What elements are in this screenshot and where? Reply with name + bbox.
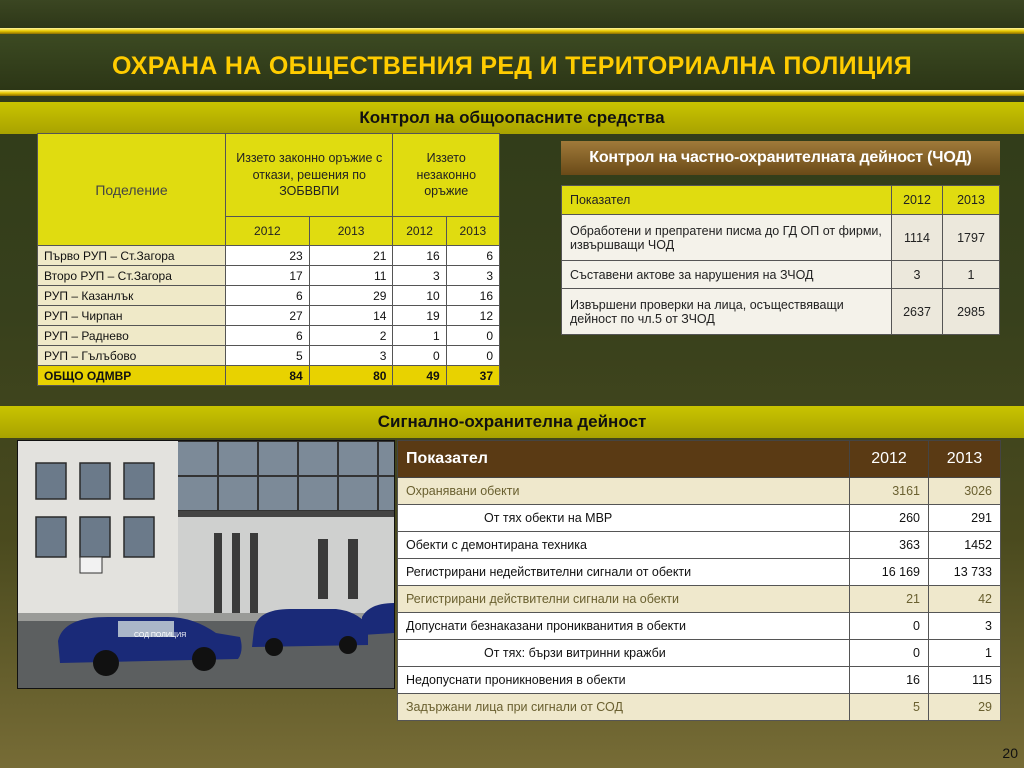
top-band (0, 0, 1024, 28)
col-division: Поделение (38, 134, 226, 246)
cell-value: 2 (309, 326, 393, 346)
row-label: Недопуснати проникновения в обекти (398, 667, 850, 694)
cell-value: 260 (850, 505, 929, 532)
cell-value: 1 (943, 261, 1000, 289)
cell-value: 3 (929, 613, 1001, 640)
row-label: Обработени и препратени писма до ГД ОП от фирми, извършващи ЧОД (562, 215, 892, 261)
col-year: 2012 (850, 441, 929, 478)
table-row (562, 215, 1000, 261)
section-header-alarm: Сигнално-охранителна дейност (0, 406, 1024, 438)
division-name: Първо РУП – Ст.Загора (38, 246, 226, 266)
cell-value: 49 (393, 366, 446, 386)
year-header: 2012 (393, 217, 446, 246)
cell-value: 21 (309, 246, 393, 266)
col-seized-illegal: Иззето незаконно оръжие (393, 134, 500, 217)
year-header: 2012 (226, 217, 310, 246)
photo-illustration (18, 441, 394, 688)
table-row (398, 478, 1001, 505)
cell-value: 2637 (892, 289, 943, 335)
row-label: Задържани лица при сигнали от СОД (398, 694, 850, 721)
cell-value: 12 (446, 306, 499, 326)
cell-value: 14 (309, 306, 393, 326)
cell-value: 10 (393, 286, 446, 306)
col-year: 2013 (929, 441, 1001, 478)
table-row (398, 532, 1001, 559)
total-row (38, 366, 500, 386)
table-row (38, 306, 500, 326)
cell-value: 3026 (929, 478, 1001, 505)
cell-value: 0 (850, 640, 929, 667)
table-row (398, 505, 1001, 532)
col-year: 2012 (892, 186, 943, 215)
cell-value: 13 733 (929, 559, 1001, 586)
cell-value: 3 (393, 266, 446, 286)
cell-value: 0 (850, 613, 929, 640)
table-row (398, 559, 1001, 586)
table-row (38, 346, 500, 366)
weapons-table (37, 133, 500, 386)
table-row (562, 289, 1000, 335)
cell-value: 1 (929, 640, 1001, 667)
gold-line-bottom (0, 90, 1024, 96)
cell-value: 5 (226, 346, 310, 366)
section-header-weapons: Контрол на общоопасните средства (0, 102, 1024, 134)
cell-value: 84 (226, 366, 310, 386)
table-row (38, 246, 500, 266)
chod-title: Контрол на частно-охранителната дейност (ЧОД) (561, 141, 1000, 175)
row-label: От тях обекти на МВР (398, 505, 850, 532)
cell-value: 6 (446, 246, 499, 266)
division-name: РУП – Раднево (38, 326, 226, 346)
cell-value: 21 (850, 586, 929, 613)
table-row (562, 261, 1000, 289)
alarm-table (397, 440, 1001, 721)
table-row (398, 586, 1001, 613)
cell-value: 1452 (929, 532, 1001, 559)
table-row (38, 266, 500, 286)
table-row (38, 286, 500, 306)
cell-value: 6 (226, 286, 310, 306)
cell-value: 1114 (892, 215, 943, 261)
cell-value: 363 (850, 532, 929, 559)
col-seized-legal: Иззето законно оръжие с откази, решения по ЗОБВВПИ (226, 134, 393, 217)
col-indicator: Показател (562, 186, 892, 215)
cell-value: 11 (309, 266, 393, 286)
cell-value: 16 (850, 667, 929, 694)
cell-value: 29 (929, 694, 1001, 721)
row-label: Обекти с демонтирана техника (398, 532, 850, 559)
police-building-photo (17, 440, 395, 689)
row-label: Допуснати безнаказани проникванития в обекти (398, 613, 850, 640)
cell-value: 291 (929, 505, 1001, 532)
cell-value: 16 (393, 246, 446, 266)
division-name: РУП – Казанлък (38, 286, 226, 306)
table-row (398, 613, 1001, 640)
row-label: От тях: бързи витринни кражби (398, 640, 850, 667)
table-header-row (562, 186, 1000, 215)
col-year: 2013 (943, 186, 1000, 215)
slide-title: ОХРАНА НА ОБЩЕСТВЕНИЯ РЕД И ТЕРИТОРИАЛНА ПОЛИЦИЯ (112, 52, 912, 80)
cell-value: 23 (226, 246, 310, 266)
car-text: СОД ПОЛИЦИЯ (134, 632, 187, 639)
table-row (398, 640, 1001, 667)
cell-value: 5 (850, 694, 929, 721)
row-label: Регистрирани действителни сигнали на обекти (398, 586, 850, 613)
year-header: 2013 (446, 217, 499, 246)
cell-value: 0 (446, 346, 499, 366)
cell-value: 17 (226, 266, 310, 286)
table-row (398, 694, 1001, 721)
cell-value: 0 (446, 326, 499, 346)
table-header-row (398, 441, 1001, 478)
table-row (38, 326, 500, 346)
division-name: Второ РУП – Ст.Загора (38, 266, 226, 286)
row-label: Регистрирани недействителни сигнали от обекти (398, 559, 850, 586)
cell-value: 2985 (943, 289, 1000, 335)
cell-value: 16 169 (850, 559, 929, 586)
cell-value: 37 (446, 366, 499, 386)
row-label: Извършени проверки на лица, осъществяващи дейност по чл.5 от ЗЧОД (562, 289, 892, 335)
division-name: РУП – Гълъбово (38, 346, 226, 366)
cell-value: 6 (226, 326, 310, 346)
cell-value: 3 (892, 261, 943, 289)
cell-value: 3 (446, 266, 499, 286)
cell-value: 27 (226, 306, 310, 326)
cell-value: 16 (446, 286, 499, 306)
cell-value: 3161 (850, 478, 929, 505)
division-name: РУП – Чирпан (38, 306, 226, 326)
chod-table (561, 185, 1000, 335)
cell-value: 0 (393, 346, 446, 366)
col-indicator: Показател (398, 441, 850, 478)
cell-value: 19 (393, 306, 446, 326)
cell-value: 42 (929, 586, 1001, 613)
total-label: ОБЩО ОДМВР (38, 366, 226, 386)
cell-value: 1 (393, 326, 446, 346)
row-label: Съставени актове за нарушения на ЗЧОД (562, 261, 892, 289)
cell-value: 29 (309, 286, 393, 306)
row-label: Охранявани обекти (398, 478, 850, 505)
cell-value: 3 (309, 346, 393, 366)
year-header: 2013 (309, 217, 393, 246)
page-number: 20 (1002, 745, 1018, 761)
cell-value: 115 (929, 667, 1001, 694)
table-row (398, 667, 1001, 694)
cell-value: 80 (309, 366, 393, 386)
cell-value: 1797 (943, 215, 1000, 261)
